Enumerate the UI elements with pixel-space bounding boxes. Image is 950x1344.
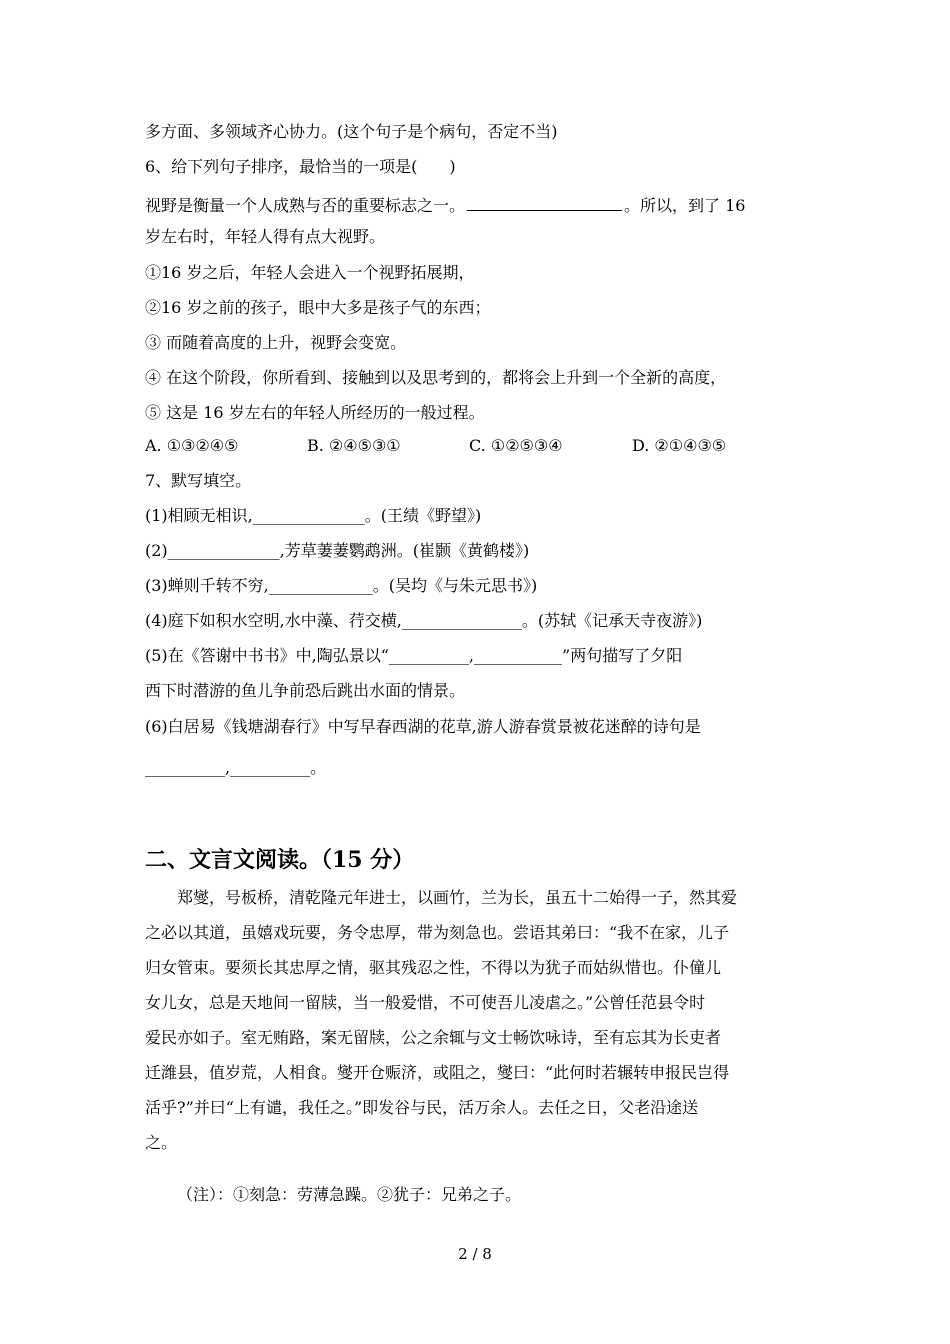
- sentence-item: ①16 岁之后，年轻人会进入一个视野拓展期，: [145, 263, 475, 282]
- passage-line: 迁潍县，值岁荒，人相食。燮开仓赈济，或阻之，燮曰：“此何时若辗转申报民岂得: [145, 1063, 730, 1082]
- passage-line: 活乎?”并曰“上有谴，我任之。”即发谷与民，活万余人。去任之日，父老沿途送: [145, 1098, 699, 1117]
- passage-line: 归女管束。要须长其忠厚之情，驱其残忍之性，不得以为犹子而姑纵惜也。仆僮儿: [145, 958, 722, 977]
- answer-blank[interactable]: [467, 192, 622, 211]
- text-line: 多方面、多领域齐心协力。(这个句子是个病句，否定不当): [145, 122, 558, 141]
- section-heading: 二、文言文阅读。（15 分）: [145, 847, 415, 873]
- passage-line: 爱民亦如子。室无贿路，案无留牍，公之余辄与文士畅饮咏诗，至有忘其为长吏者: [145, 1028, 722, 1047]
- sentence-item: ④ 在这个阶段，你所看到、接触到以及思考到的，都将会上升到一个全新的高度，: [145, 368, 727, 387]
- fill-item: (4)庭下如积水空明,水中藻、荇交横,_______________。(苏轼《记承天寺夜游》): [145, 611, 703, 630]
- question-7-prompt: 7、默写填空。: [145, 471, 252, 490]
- passage-line: 之必以其道，虽嬉戏玩要，务令忠厚，带为刻急也。尝语其弟曰：“我不在家，儿子: [145, 923, 730, 942]
- fill-blanks: __________,__________。: [145, 758, 327, 777]
- sentence-item: ③ 而随着高度的上升，视野会变宽。: [145, 333, 407, 352]
- option-c[interactable]: C. ①②⑤③④: [469, 436, 563, 455]
- text-line: [145, 192, 810, 216]
- option-a[interactable]: A. ①③②④⑤: [145, 436, 239, 455]
- sentence-start: 视野是衡量一个人成熟与否的重要标志之一。: [145, 196, 466, 215]
- page-number: 2 / 8: [458, 1245, 492, 1263]
- fill-item: (6)白居易《钱塘湖春行》中写早春西湖的花草,游人游春赏景被花迷醉的诗句是: [145, 717, 701, 736]
- fill-item: (3)蝉则千转不穷,_____________。(吴均《与朱元思书》): [145, 576, 538, 595]
- passage-line: 郑燮，号板桥，清乾隆元年进士，以画竹，兰为长，虽五十二始得一子，然其爱: [177, 888, 738, 907]
- sentence-item: ⑤ 这是 16 岁左右的年轻人所经历的一般过程。: [145, 403, 485, 422]
- passage-note: （注）：①刻急：劳薄急躁。②犹子：兄弟之子。: [177, 1185, 522, 1204]
- sentence-end: 。所以，到了 16: [624, 196, 746, 215]
- fill-item: (1)相顾无相识,______________。(王绩《野望》): [145, 506, 482, 525]
- passage-line: 之。: [145, 1133, 178, 1152]
- option-d[interactable]: D. ②①④③⑤: [632, 436, 727, 455]
- text-line: 西下时潜游的鱼儿争前恐后跳出水面的情景。: [145, 681, 466, 700]
- sentence-item: ②16 岁之前的孩子，眼中大多是孩子气的东西；: [145, 298, 491, 317]
- option-b[interactable]: B. ②④⑤③①: [307, 436, 401, 455]
- passage-line: 女儿女，总是天地间一留牍，当一般爱惜，不可使吾儿凌虐之。”公曾任范县令时: [145, 993, 706, 1012]
- fill-item: (5)在《答谢中书书》中,陶弘景以“__________,___________”两句描写了夕阳: [145, 646, 683, 665]
- fill-item: (2)______________,芳草萋萋鹦鹉洲。(崔颢《黄鹤楼》): [145, 541, 530, 560]
- text-line: 岁左右时，年轻人得有点大视野。: [145, 227, 386, 246]
- question-6-prompt: 6、给下列句子排序，最恰当的一项是( ): [145, 157, 456, 176]
